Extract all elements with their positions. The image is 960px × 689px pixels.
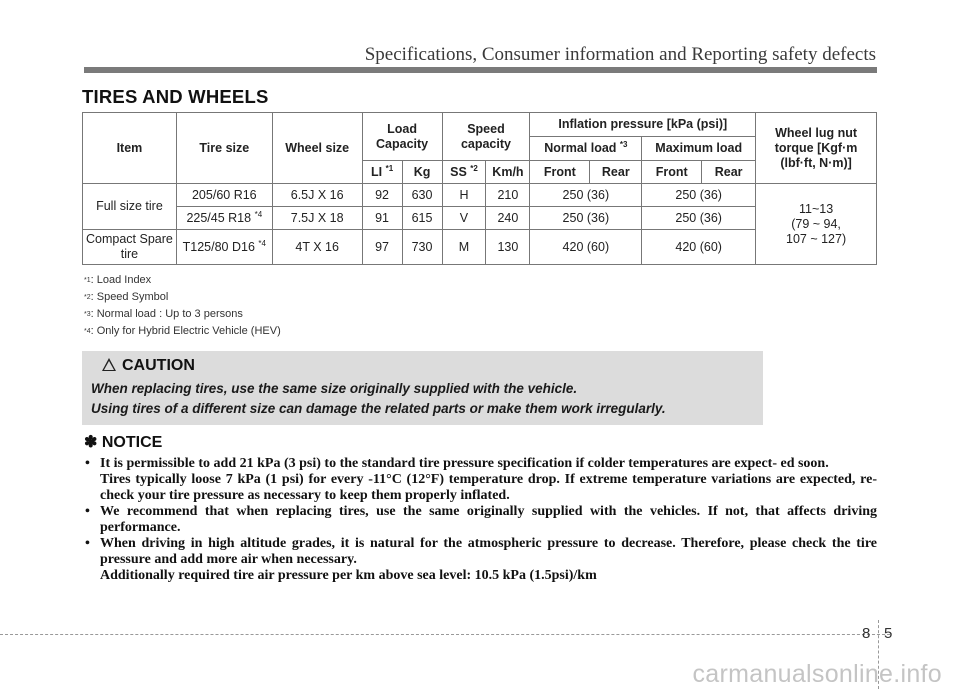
footnote: $^{*3}$: Normal load : Up to 3 persons <box>84 308 243 320</box>
header-li: LI $^{*1}$ <box>362 161 402 184</box>
header-ss: SS $^{*2}$ <box>442 161 486 184</box>
bottom-divider <box>0 634 890 635</box>
cell-kg: 730 <box>402 230 442 265</box>
footnote: $^{*4}$: Only for Hybrid Electric Vehicle (HEV) <box>84 325 281 337</box>
list-item: • We recommend that when replacing tires, use the same originally supplied with the vehicles. If not, that affects driving performance. <box>84 504 877 536</box>
header-speed-capacity: Speed capacity <box>442 113 530 161</box>
cell-tire-size: 225/45 R18 $^{*4}$ <box>176 207 272 230</box>
header-item: Item <box>83 113 177 184</box>
header-tire-size: Tire size <box>176 113 272 184</box>
header-kmh: Km/h <box>486 161 530 184</box>
header-inflation-pressure: Inflation pressure [kPa (psi)] <box>530 113 756 137</box>
cell-normal-load: 420 (60) <box>530 230 642 265</box>
caution-line-2: Using tires of a different size can damage the related parts or make them work irregularly. <box>91 401 666 416</box>
cell-ss: H <box>442 184 486 207</box>
tires-wheels-table <box>82 112 877 265</box>
footnotes <box>84 272 281 340</box>
header-rule <box>84 67 877 73</box>
table-row <box>83 184 877 207</box>
header-wheel-lug-torque: Wheel lug nut torque [Kgf·m (lbf·ft, N·m)] <box>756 113 877 184</box>
section-title: TIRES AND WHEELS <box>82 86 269 107</box>
caution-line-1: When replacing tires, use the same size originally supplied with the vehicle. <box>91 381 578 396</box>
chapter-number: 8 <box>862 625 871 642</box>
header-kg: Kg <box>402 161 442 184</box>
footnote: $^{*1}$: Load Index <box>84 274 152 286</box>
cell-normal-load: 250 (36) <box>530 207 642 230</box>
cell-maximum-load: 250 (36) <box>642 207 756 230</box>
cell-tire-size: T125/80 D16 $^{*4}$ <box>176 230 272 265</box>
page-number: 5 <box>884 625 893 642</box>
cell-kmh: 240 <box>486 207 530 230</box>
cell-li: 91 <box>362 207 402 230</box>
cell-normal-load: 250 (36) <box>530 184 642 207</box>
header-normal-front: Front <box>530 161 590 184</box>
header-normal-load: Normal load $^{*3}$ <box>530 137 642 161</box>
cell-item: Full size tire <box>83 184 177 230</box>
cell-li: 92 <box>362 184 402 207</box>
cell-wheel-size: 4T X 16 <box>272 230 362 265</box>
page-header-title: Specifications, Consumer information and Reporting safety defects <box>364 44 876 65</box>
header-wheel-size: Wheel size <box>272 113 362 184</box>
list-item: • It is permissible to add 21 kPa (3 psi) to the standard tire pressure specification if colder temperatures are expect- ed soon. Tires typically loose 7 kPa (1 psi) for every -11°C (12°F) temperature drop. If extreme temperature variations are expected, re-check your tire pressure as necessary to keep them properly inflated. <box>84 456 877 504</box>
notice-heading: ✽ NOTICE <box>84 434 163 451</box>
cell-tire-size: 205/60 R16 <box>176 184 272 207</box>
cell-wheel-size: 6.5J X 16 <box>272 184 362 207</box>
cell-ss: M <box>442 230 486 265</box>
cell-kmh: 130 <box>486 230 530 265</box>
cell-li: 97 <box>362 230 402 265</box>
header-load-capacity: Load Capacity <box>362 113 442 161</box>
notice-list <box>84 456 877 584</box>
cell-lug-torque: 11~13 (79 ~ 94, 107 ~ 127) <box>756 184 877 265</box>
cell-ss: V <box>442 207 486 230</box>
header-max-rear: Rear <box>702 161 756 184</box>
footnote: $^{*2}$: Speed Symbol <box>84 291 169 303</box>
cell-maximum-load: 420 (60) <box>642 230 756 265</box>
caution-box <box>82 351 763 425</box>
cell-wheel-size: 7.5J X 18 <box>272 207 362 230</box>
cell-kmh: 210 <box>486 184 530 207</box>
cell-maximum-load: 250 (36) <box>642 184 756 207</box>
cell-kg: 615 <box>402 207 442 230</box>
cell-item: Compact Spare tire <box>83 230 177 265</box>
header-maximum-load: Maximum load <box>642 137 756 161</box>
watermark: carmanualsonline.info <box>692 660 942 688</box>
caution-heading: CAUTION <box>102 357 195 375</box>
header-normal-rear: Rear <box>590 161 642 184</box>
warning-triangle-icon <box>102 358 116 371</box>
cell-kg: 630 <box>402 184 442 207</box>
list-item: • When driving in high altitude grades, it is natural for the atmospheric pressure to decrease. Therefore, please check the tire pressure and add more air when necessary. Additionally required tire air pressure per km above sea level: 10.5 kPa (1.5psi)/km <box>84 536 877 584</box>
header-max-front: Front <box>642 161 702 184</box>
